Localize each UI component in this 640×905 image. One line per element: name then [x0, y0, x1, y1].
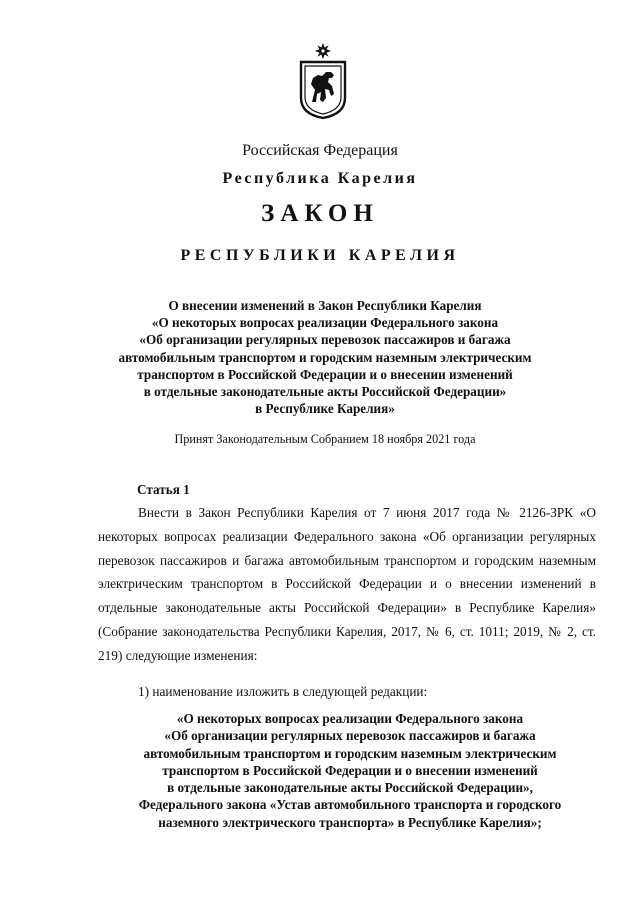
- quote-line: Федерального закона «Устав автомобильного транспорта и городского: [138, 797, 562, 813]
- heading-line: «Об организации регулярных перевозок пассажиров и багажа: [139, 332, 511, 348]
- document-title: ЗАКОН: [261, 200, 379, 227]
- quote-line: наземного электрического транспорта» в Республике Карелия»;: [158, 814, 542, 830]
- heading-line: в Республике Карелия»: [255, 401, 395, 417]
- heading-line: транспортом в Российской Федерации и о внесении изменений: [137, 366, 513, 382]
- article-label: Статья 1: [137, 482, 190, 497]
- heading-line: «О некоторых вопросах реализации Федерального закона: [151, 315, 499, 331]
- quote-line: транспортом в Российской Федерации и о внесении изменений: [162, 762, 538, 778]
- heading-line: в отдельные законодательные акты Российской Федерации»: [143, 384, 507, 400]
- quote-line: в отдельные законодательные акты Российской Федерации»,: [167, 780, 533, 796]
- quote-line: «О некоторых вопросах реализации Федерального закона: [176, 711, 524, 726]
- karelia-coat-of-arms-icon: [296, 42, 350, 120]
- article-body: [98, 501, 596, 668]
- law-heading: [90, 297, 560, 417]
- country-name: Российская Федерация: [242, 142, 398, 159]
- article-item-1: 1) наименование изложить в следующей редакции:: [138, 684, 428, 699]
- republic-name: Республика Карелия: [222, 170, 418, 187]
- article-paragraph: Внести в Закон Республики Карелия от 7 июня 2017 года № 2126-ЗРК «О некоторых вопросах реализации Федерального закона «Об организации регулярных перевозок пассажиров и багажа автомобильным транспортом и городским наземным электрическим транспортом в Российской Федерации и о внесении изменений в отдельные законодательные акты Российской Федерации» в Республике Карелия» (Собрание законодательства Республики Карелия, 2017, № 6, ст. 1011; 2019, № 2, ст. 219) следующие изменения:: [98, 505, 596, 663]
- quote-line: «Об организации регулярных перевозок пассажиров и багажа: [164, 728, 536, 744]
- new-title-quote: [94, 710, 606, 831]
- adoption-note: Принят Законодательным Собранием 18 ноября 2021 года: [174, 432, 476, 446]
- quote-line: автомобильным транспортом и городским наземным электрическим: [143, 745, 557, 761]
- heading-line: О внесении изменений в Закон Республики Карелия: [168, 298, 482, 313]
- document-subtitle: РЕСПУБЛИКИ КАРЕЛИЯ: [180, 247, 460, 264]
- heading-line: автомобильным транспортом и городским наземным электрическим: [118, 349, 532, 365]
